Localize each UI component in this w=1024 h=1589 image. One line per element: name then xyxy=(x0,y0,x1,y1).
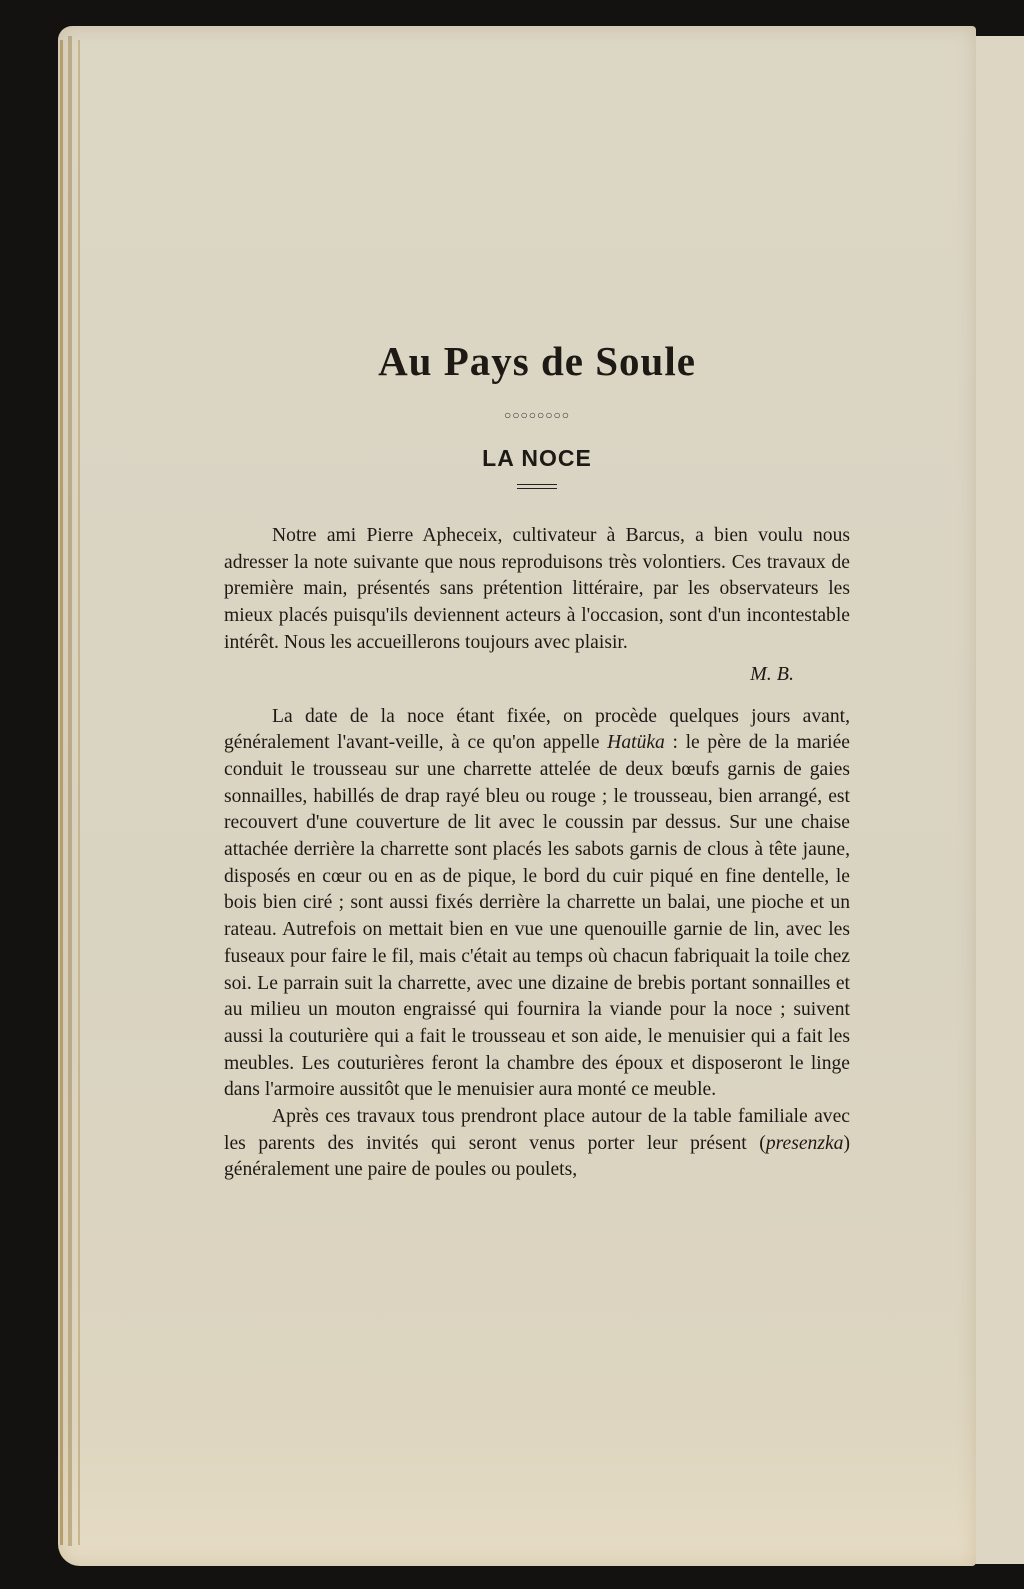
ornament-divider: ○○○○○○○○ xyxy=(504,408,570,422)
paragraph-text: : le père de la mariée conduit le trousseau sur une charrette attelée de deux bœufs garnis de gaies sonnailles, habillés de drap rayé bleu ou rouge ; le trousseau, bien arrangé, est recouvert d'une couverture de lit avec le coussin par dessus. Sur une chaise attachée derrière la charrette sont placés les sabots garnis de clous à tête jaune, disposés en cœur ou en as de pique, le bord du cuir piqué en fine dentelle, le bois bien ciré ; sont aussi fixés derrière la charrette un balai, une pioche et un rateau. Autrefois on mettait bien en vue une quenouille garnie de lin, avec les fuseaux pour faire le fil, mais c'était au temps où chacun fabriquait la toile chez soi. Le parrain suit la charrette, avec une dizaine de brebis portant sonnailles et au milieu un mouton engraissé qui fournira la viande pour la noce ; suivent aussi la couturière qui a fait le trousseau et son aide, le menuisier qui a fait les meubles. Les couturières feront la chambre des époux et disposeront le linge dans l'armoire aussitôt que le menuisier aura monté ce meuble. xyxy=(224,732,850,1101)
editor-signature: M. B. xyxy=(750,662,794,685)
body-paragraph-2 xyxy=(224,1104,850,1184)
editor-note: Notre ami Pierre Apheceix, cultivateur à Barcus, a bien voulu nous adresser la note suivante que nous reproduisons très volontiers. Ces travaux de première main, présentés sans prétention littéraire, par les observateurs les mieux placés puisqu'ils deviennent acteurs à l'occasion, sont d'un incontestable intérêt. Nous les accueillerons toujours avec plaisir. xyxy=(224,525,850,653)
body-paragraph-1 xyxy=(224,704,850,1105)
paragraph-text: Après ces travaux tous prendront place autour de la table familiale avec les parents des invités qui seront venus porter leur présent ( xyxy=(224,1106,850,1154)
section-heading: LA NOCE xyxy=(482,445,592,471)
basque-term: presenzka xyxy=(765,1132,844,1154)
paragraph-text: La date de la noce étant fixée, on procède quelques jours avant, généralement l'avant-veille, à ce qu'on appelle xyxy=(224,705,850,754)
double-rule-divider xyxy=(517,484,557,489)
page-binding-shadow xyxy=(68,36,72,1546)
article-title: Au Pays de Soule xyxy=(378,338,696,384)
basque-term: Hatüka xyxy=(607,732,665,754)
article xyxy=(224,330,850,1184)
paragraph-text: ) généralement une paire de poules ou poulets, xyxy=(224,1132,850,1181)
next-page-edge xyxy=(975,36,1024,1564)
